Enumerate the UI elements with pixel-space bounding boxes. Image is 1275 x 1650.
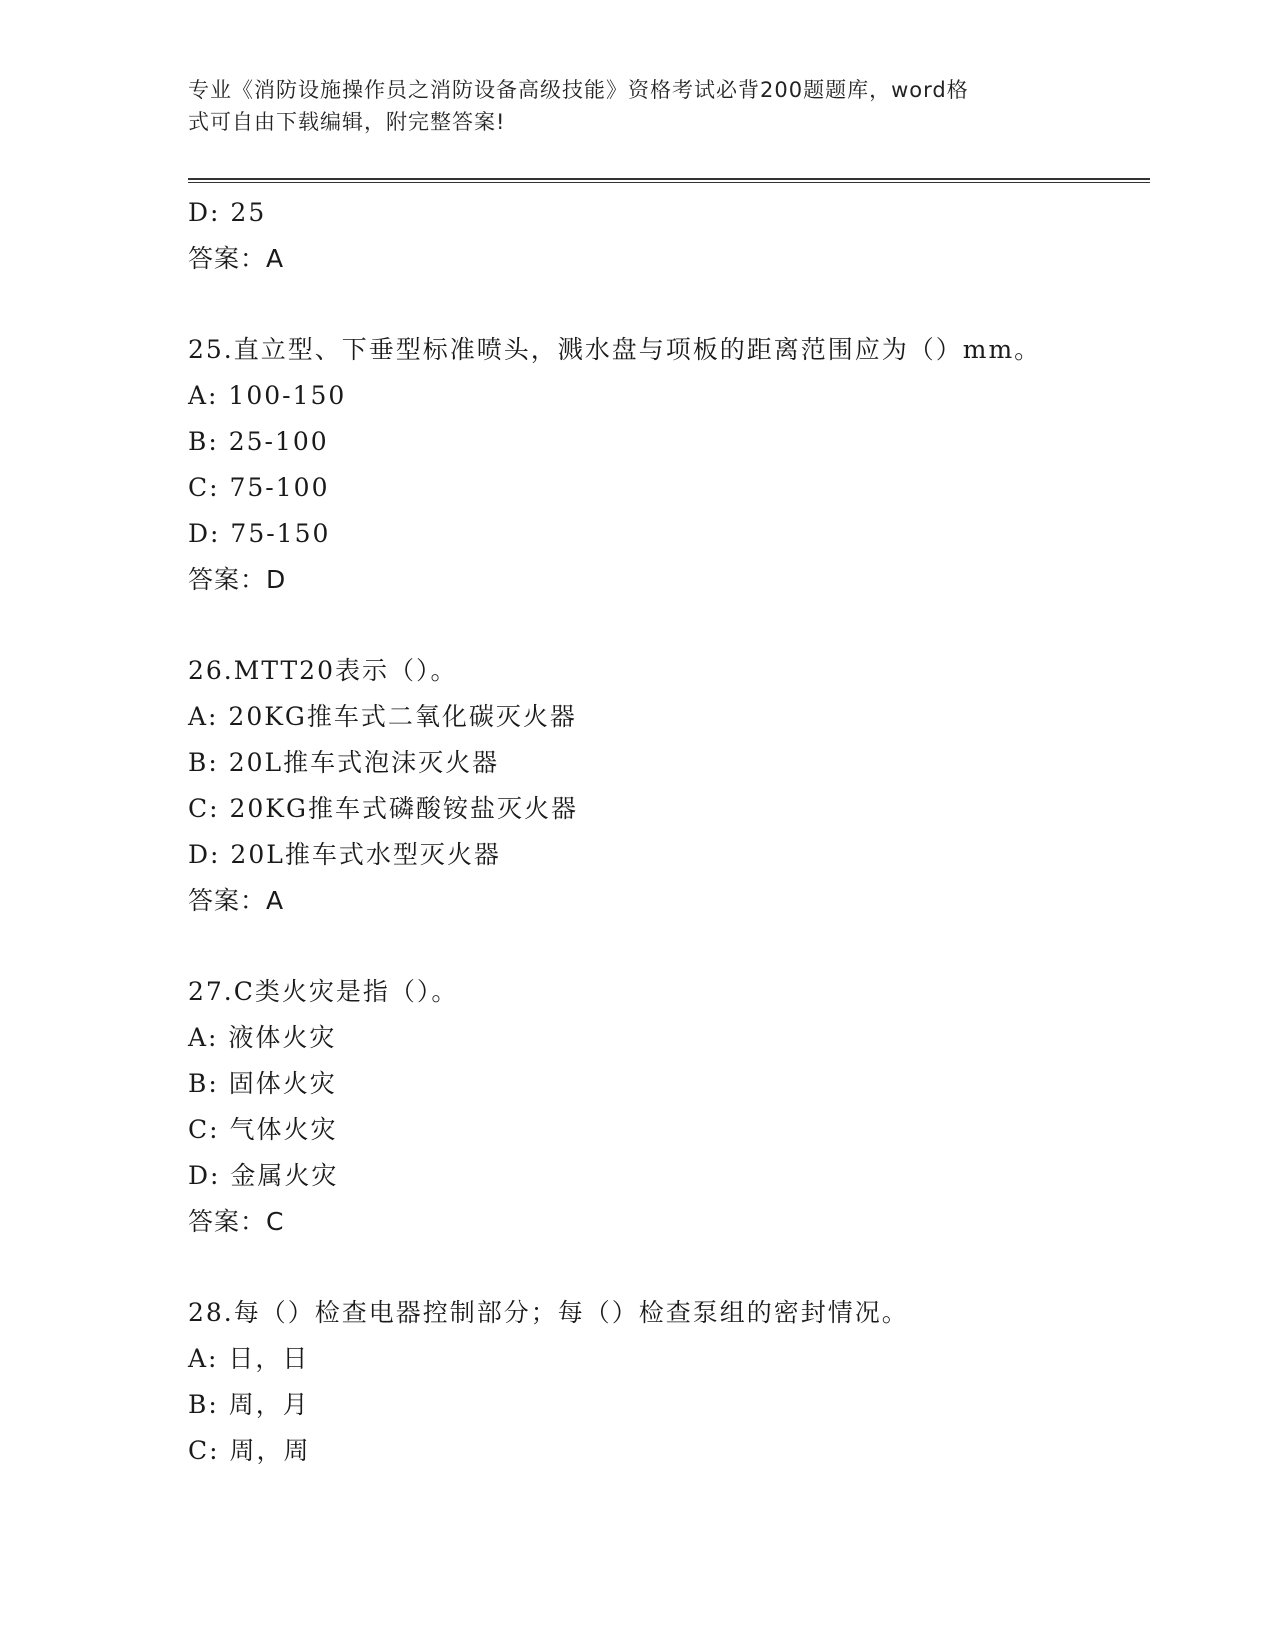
option-d: D: 75-150	[188, 519, 331, 548]
option-c: C: 20KG推车式磷酸铵盐灭火器	[188, 794, 578, 823]
question-list	[188, 190, 1150, 1474]
spacer	[188, 1245, 1150, 1290]
option-b: B: 25-100	[188, 427, 329, 456]
prev-answer: 答案：A	[188, 244, 285, 273]
question-text: 25.直立型、下垂型标准喷头，溅水盘与项板的距离范围应为（）mm。	[188, 335, 1042, 364]
option-a: A: 20KG推车式二氧化碳灭火器	[188, 702, 577, 731]
question-block-28	[188, 1290, 1150, 1474]
option-b: B: 周，月	[188, 1390, 310, 1419]
option-b: B: 20L推车式泡沫灭火器	[188, 748, 500, 777]
spacer	[188, 924, 1150, 969]
option-a: A: 100-150	[188, 381, 347, 410]
question-text: 27.C类火灾是指（）。	[188, 977, 459, 1006]
option-a: A: 液体火灾	[188, 1023, 337, 1052]
option-b: B: 固体火灾	[188, 1069, 337, 1098]
option-c: C: 75-100	[188, 473, 330, 502]
option-d: D: 20L推车式水型灭火器	[188, 840, 501, 869]
question-text: 28.每（）检查电器控制部分；每（）检查泵组的密封情况。	[188, 1298, 909, 1327]
answer-text: 答案：A	[188, 886, 285, 915]
option-a: A: 日，日	[188, 1344, 310, 1373]
answer-text: 答案：C	[188, 1207, 285, 1236]
header-title-line-2: 式可自由下载编辑，附完整答案!	[188, 110, 506, 134]
header-title-line-1: 专业《消防设施操作员之消防设备高级技能》资格考试必背200题题库，word格	[188, 78, 969, 102]
prev-option-d: D: 25	[188, 198, 267, 227]
question-text: 26.MTT20表示（）。	[188, 656, 458, 685]
spacer	[188, 282, 1150, 327]
option-c: C: 周，周	[188, 1436, 311, 1465]
question-block-26	[188, 648, 1150, 924]
question-block-27	[188, 969, 1150, 1245]
header-divider	[188, 178, 1150, 183]
page-header	[188, 74, 1068, 138]
spacer	[188, 603, 1150, 648]
answer-text: 答案：D	[188, 565, 287, 594]
option-c: C: 气体火灾	[188, 1115, 338, 1144]
question-block-25	[188, 327, 1150, 603]
option-d: D: 金属火灾	[188, 1161, 339, 1190]
